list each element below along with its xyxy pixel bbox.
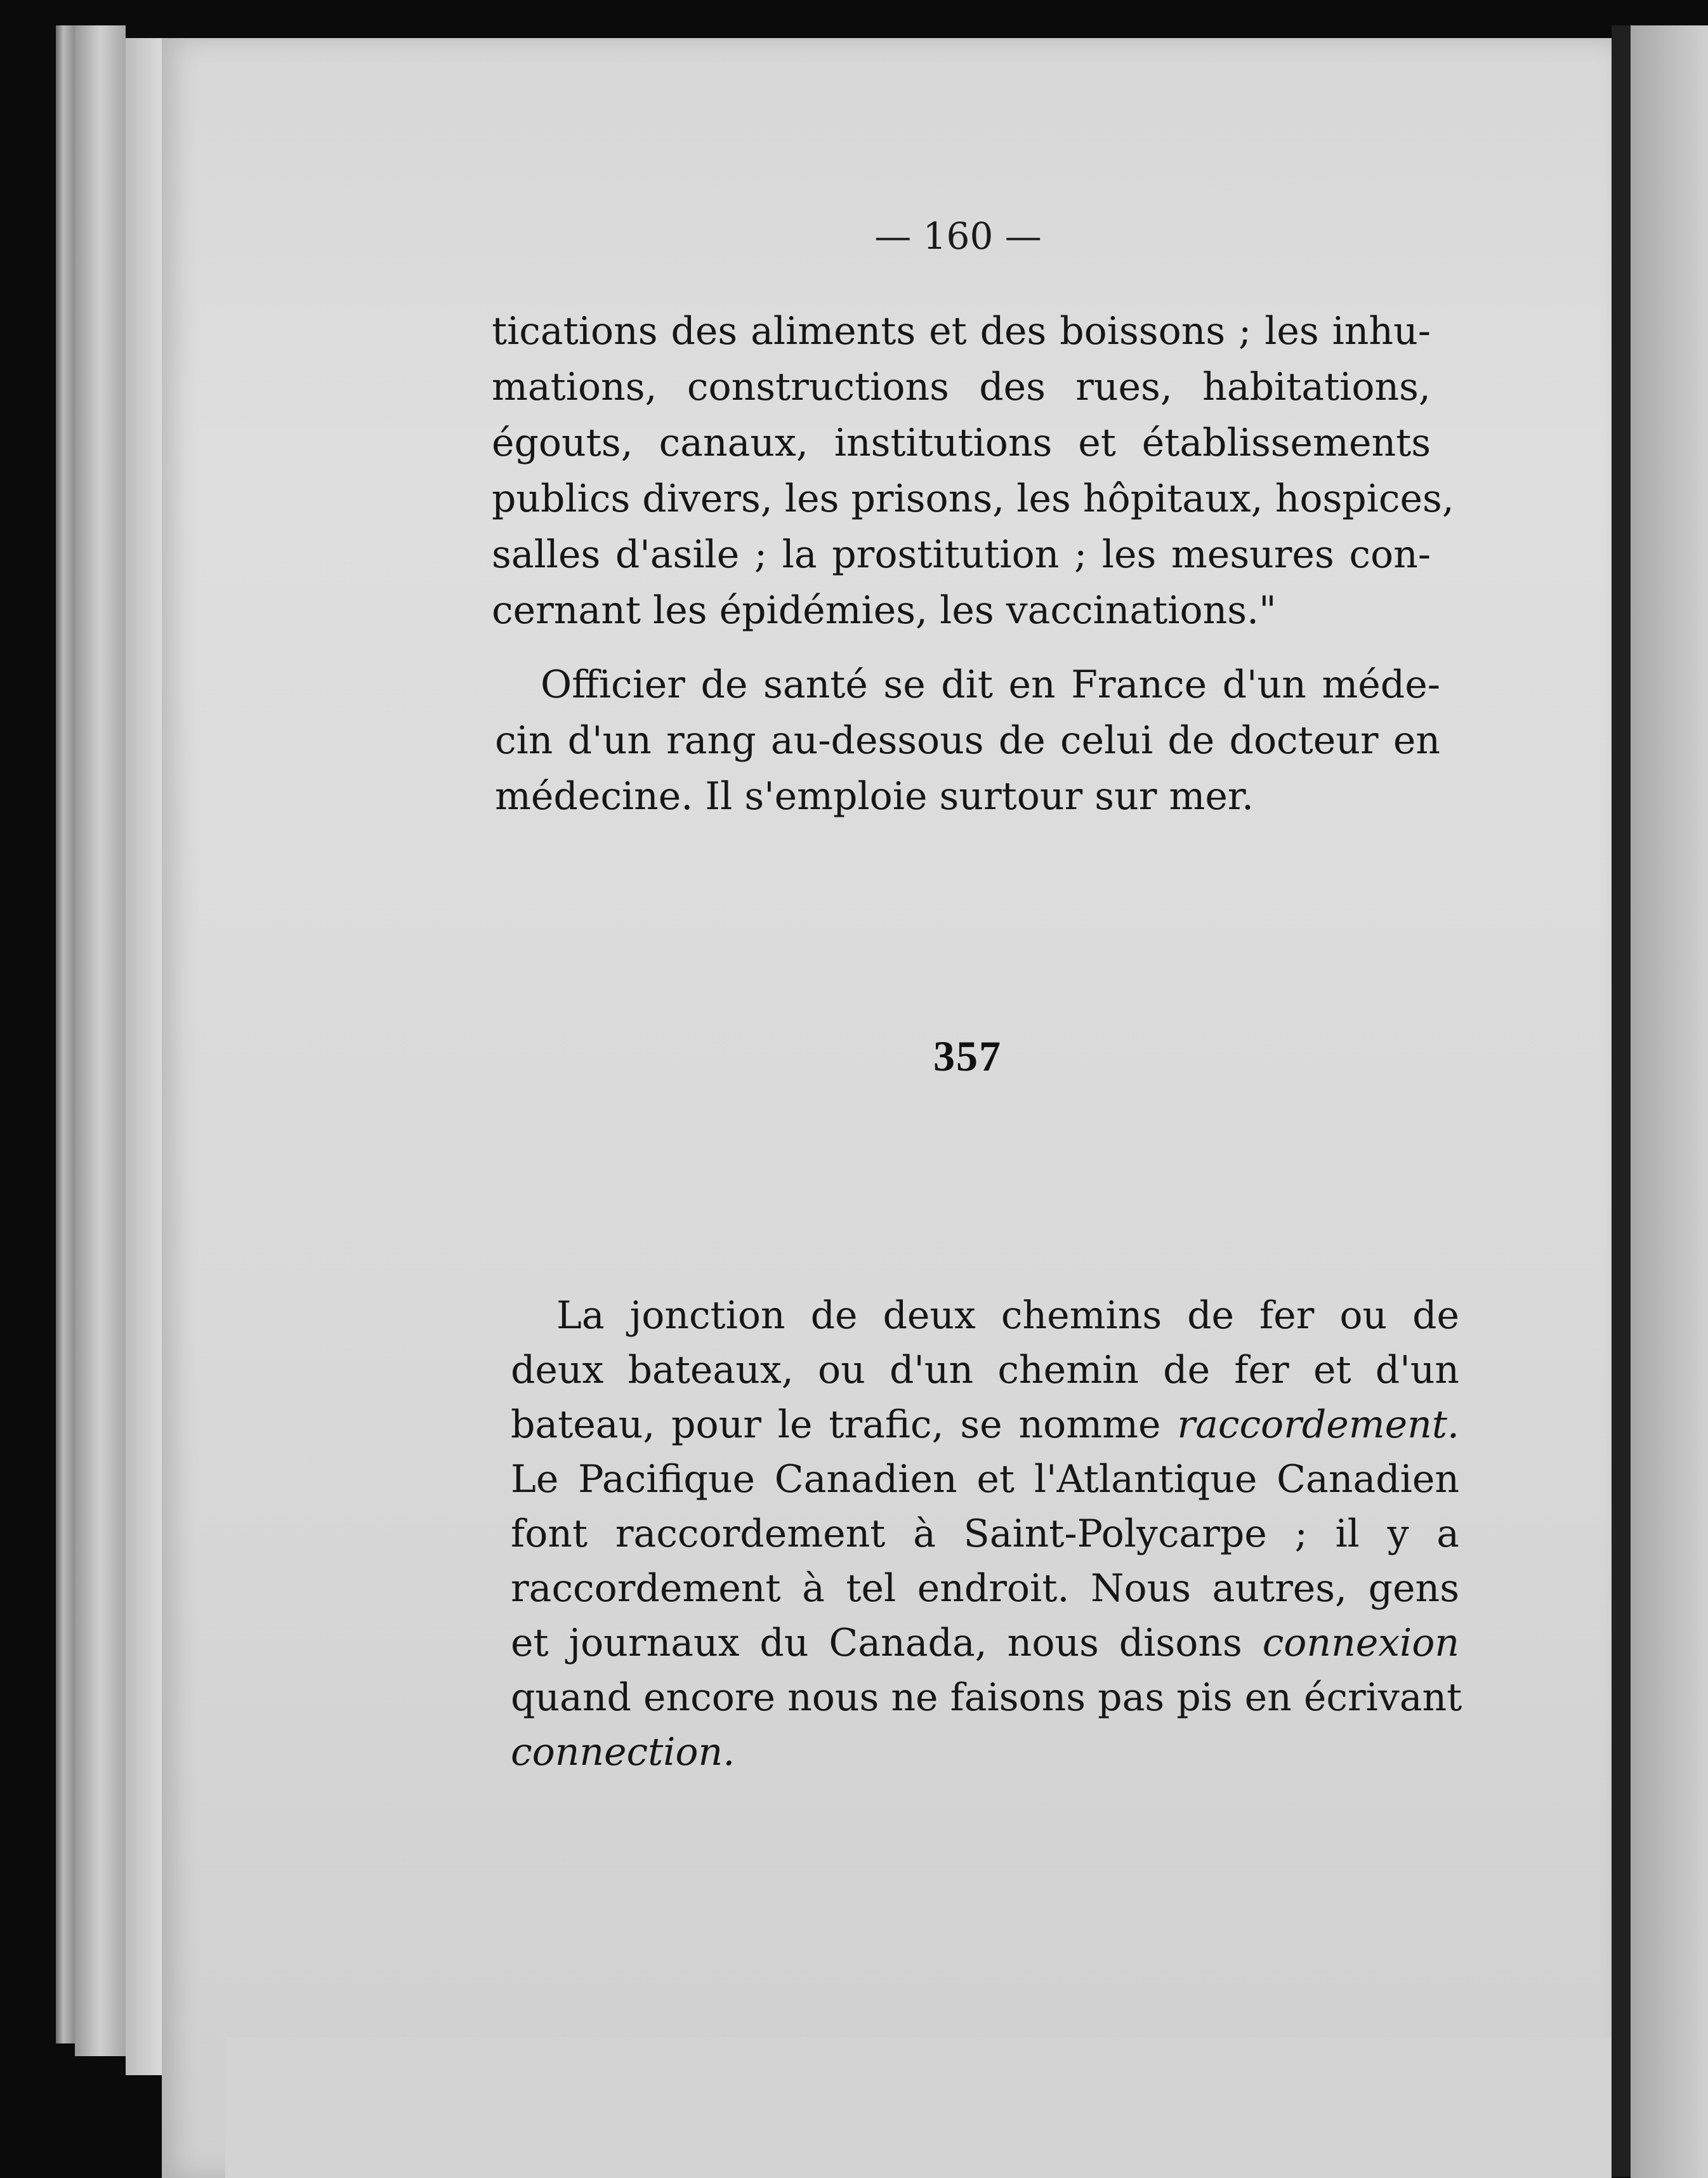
text-line: tications des aliments et des boissons ; les inhu- [492,309,1431,353]
text-line: cin d'un rang au-dessous de celui de docteur en [495,718,1440,763]
italic-term: raccordement. [1177,1402,1459,1447]
text-segment: bateau, pour le trafic, se nomme [511,1402,1161,1447]
italic-term: connection. [511,1730,735,1774]
text-line: raccordement à tel endroit. Nous autres, gens [511,1566,1459,1611]
text-line: font raccordement à Saint-Polycarpe ; il y a [511,1512,1459,1556]
italic-term: connexion [1262,1621,1460,1665]
text-line: Le Pacifique Canadien et l'Atlantique Canadien [511,1457,1459,1502]
page-number: — 160 — [874,214,1042,258]
text-line [511,1397,1459,1452]
paragraph-2 [495,657,1440,824]
book-edge [75,25,126,2056]
text-line [511,1616,1459,1670]
text-segment: et journaux du Canada, nous disons [511,1621,1242,1665]
book-edge [56,25,75,2043]
gutter [1612,25,1631,2177]
page-sheet-bottom [225,2037,1612,2178]
text-line: égouts, canaux, institutions et établissements [492,421,1431,465]
entry-number: 357 [933,1032,1002,1080]
text-line: Officier de santé se dit en France d'un méde- [541,663,1440,707]
text-line: publics divers, les prisons, les hôpitaux, hospices, [492,477,1454,521]
adjacent-page [1631,25,1708,2178]
text-line: deux bateaux, ou d'un chemin de fer et d'un [511,1348,1459,1392]
paragraph-3 [511,1288,1462,1779]
text-line: salles d'asile ; la prostitution ; les mesures con- [492,532,1431,577]
text-line: médecine. Il s'emploie surtour sur mer. [495,774,1254,819]
paragraph-1 [492,303,1454,638]
text-line: mations, constructions des rues, habitations, [492,365,1431,409]
book-edge [126,38,164,2075]
text-line: quand encore nous ne faisons pas pis en écrivant [511,1675,1462,1720]
text-line: cernant les épidémies, les vaccinations." [492,588,1277,633]
text-line: La jonction de deux chemins de fer ou de [556,1293,1459,1338]
